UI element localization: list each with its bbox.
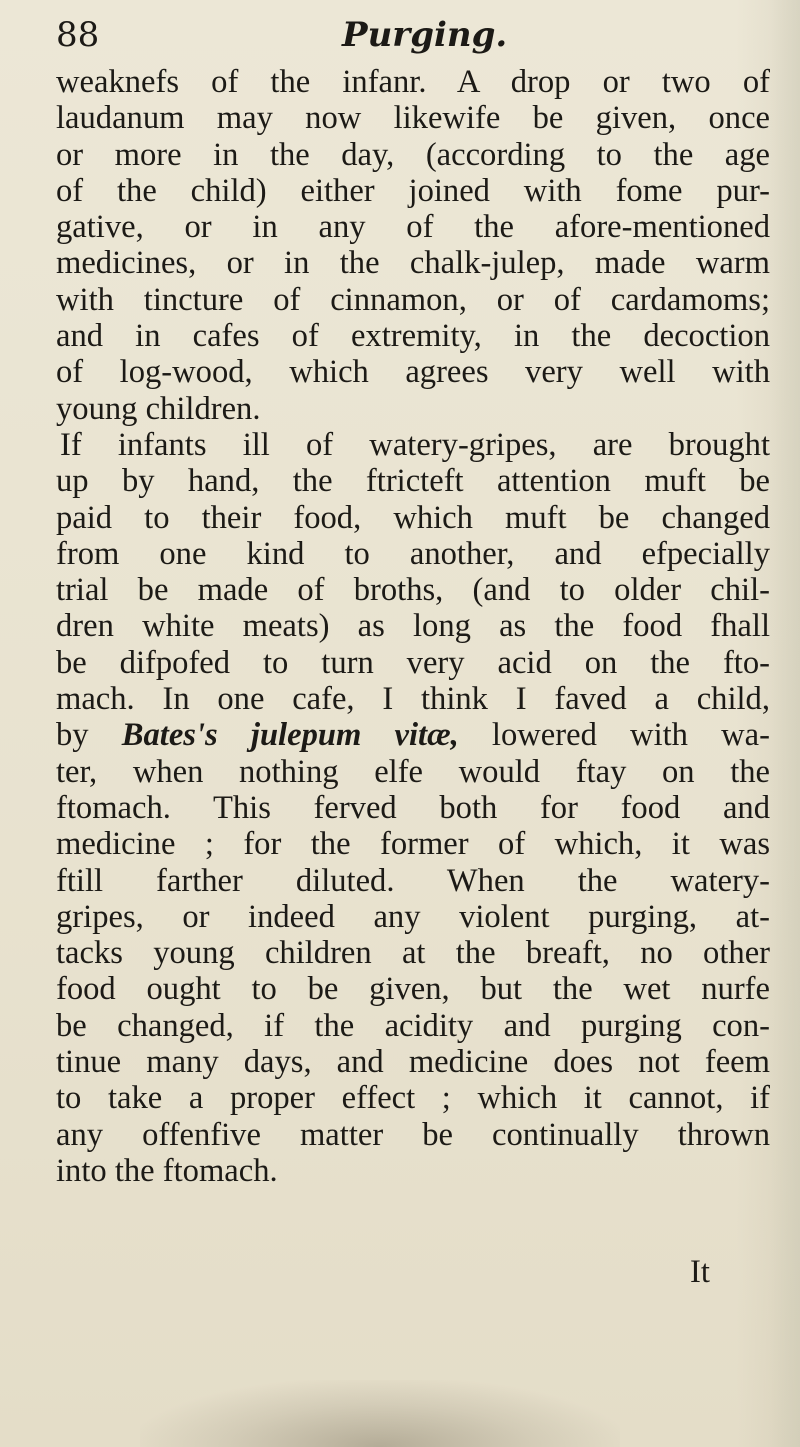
- bottom-smudge: [140, 1380, 620, 1447]
- text-line: laudanum may now likewife be given, once: [56, 100, 770, 137]
- text-line: gative, or in any of the afore-mentioned: [56, 209, 770, 246]
- text-line: into the ftomach.: [56, 1152, 278, 1189]
- page-header: [56, 10, 756, 60]
- text-line: mach. In one cafe, I think I faved a child,: [56, 681, 770, 718]
- text-line: ftill farther diluted. When the watery-: [56, 862, 770, 899]
- text-line: from one kind to another, and efpecially: [56, 535, 770, 572]
- text-fragment: by: [56, 717, 122, 754]
- text-line: gripes, or indeed any violent purging, at-: [56, 898, 770, 935]
- text-line: any offenfive matter be continually thrown: [56, 1116, 770, 1153]
- body-text: [56, 64, 770, 1189]
- text-line: trial be made of broths, (and to older chil-: [56, 572, 770, 609]
- text-line: paid to their food, which muft be changed: [56, 499, 770, 536]
- text-line: tacks young children at the breaft, no other: [56, 935, 770, 972]
- text-line: medicines, or in the chalk-julep, made warm: [56, 245, 770, 282]
- text-line: up by hand, the ftricteft attention muft be: [56, 463, 770, 500]
- text-line: be changed, if the acidity and purging con-: [56, 1007, 770, 1044]
- text-line: with tincture of cinnamon, or of cardamoms;: [56, 281, 770, 318]
- text-line: young children.: [56, 390, 261, 427]
- text-line: medicine ; for the former of which, it was: [56, 826, 770, 863]
- text-line: dren white meats) as long as the food fhall: [56, 608, 770, 645]
- text-line: If infants ill of watery-gripes, are brought: [60, 426, 770, 463]
- text-line: tinue many days, and medicine does not feem: [56, 1044, 770, 1081]
- text-line: food ought to be given, but the wet nurfe: [56, 971, 770, 1008]
- text-line: ter, when nothing elfe would ftay on the: [56, 753, 770, 790]
- text-line: or more in the day, (according to the age: [56, 136, 770, 173]
- page-number: 88: [56, 15, 100, 55]
- text-line: and in cafes of extremity, in the decoction: [56, 318, 770, 355]
- text-line: weaknefs of the infanr. A drop or two of: [56, 64, 770, 100]
- text-line: ftomach. This ferved both for food and: [56, 789, 770, 826]
- page-edge-shadow: [770, 0, 800, 1447]
- italic-title: Bates's julepum vitæ,: [121, 717, 459, 754]
- text-line: be difpofed to turn very acid on the fto-: [56, 644, 770, 681]
- text-line: of log-wood, which agrees very well with: [56, 354, 770, 391]
- catchword: It: [690, 1254, 710, 1290]
- text-line: to take a proper effect ; which it cannot, if: [56, 1080, 770, 1117]
- running-head: Purging.: [342, 15, 508, 55]
- text-line-with-italic: [56, 717, 770, 753]
- text-fragment: lowered with wa-: [458, 717, 770, 754]
- text-line: of the child) either joined with fome pur-: [56, 172, 770, 209]
